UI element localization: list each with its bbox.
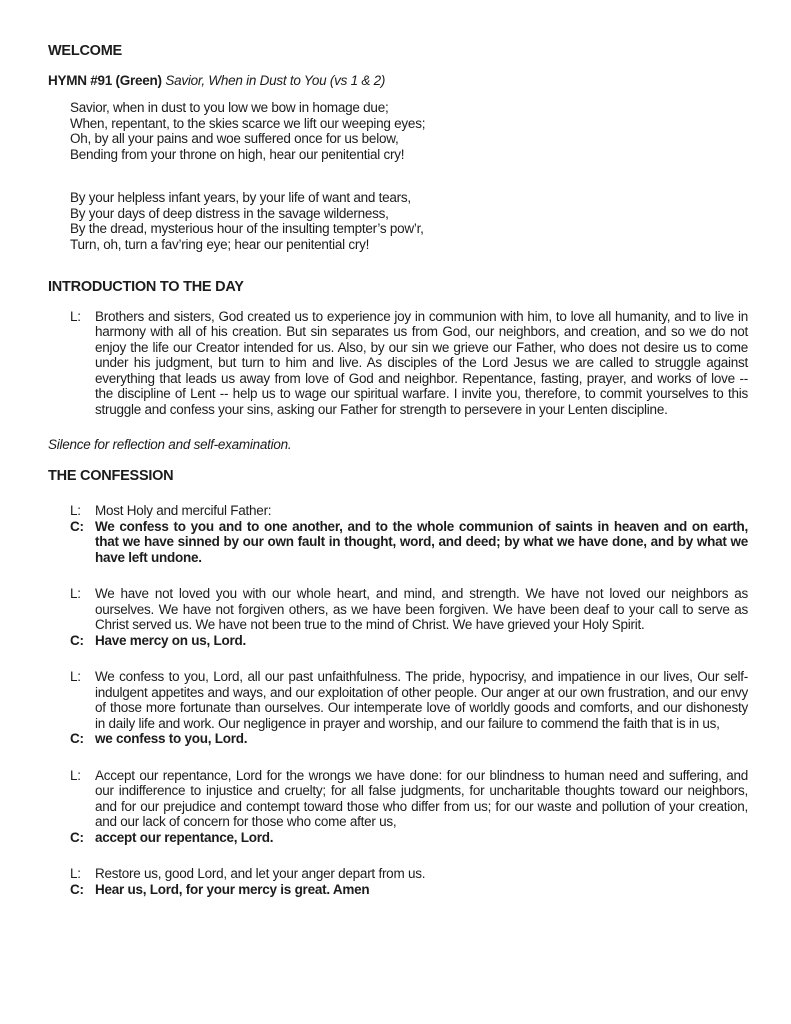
leader-text: Restore us, good Lord, and let your anger depart from us. [95,866,426,881]
verse-line: Savior, when in dust to you low we bow in homage due; [70,100,389,115]
hymn-verse-2 [70,190,748,252]
congregation-text: Have mercy on us, Lord. [95,632,247,648]
leader-label: L: [70,767,81,783]
hymn-title: Savior, When in Dust to You (vs 1 & 2) [165,72,386,88]
leader-label: L: [70,308,81,324]
congregation-line [70,830,748,846]
confession-exchange-3 [48,669,748,747]
leader-label: L: [70,503,81,518]
silence-rubric: Silence for reflection and self-examination. [48,437,292,452]
welcome-heading: WELCOME [48,43,122,59]
confession-exchange-2 [48,586,748,648]
congregation-text: we confess to you, Lord. [95,731,248,746]
leader-line [70,586,748,633]
confession-exchange-5 [48,866,748,897]
congregation-text: Hear us, Lord, for your mercy is great. Amen [95,881,370,897]
hymn-verse-1 [70,100,748,162]
leader-text: We confess to you, Lord, all our past unfaithfulness. The pride, hypocrisy, and impatience in our lives, Our self-indulgent appetites and ways, and our exploitation of other people. Our anger at our own frustration, and our envy of those more fortunate than ourselves. Our intemperate love of worldly goods and comforts, and our dishonesty in daily life and work. Our negligence in prayer and worship, and our failure to commend the faith that is in us, [95,669,748,731]
hymn-label: HYMN #91 (Green) [48,72,162,88]
introduction-leader-paragraph [70,309,748,418]
verse-line: By the dread, mysterious hour of the insulting tempter’s pow’r, [70,221,424,236]
congregation-line [70,633,748,649]
congregation-label: C: [70,518,84,534]
verse-line: Turn, oh, turn a fav’ring eye; hear our penitential cry! [70,236,370,252]
congregation-text: We confess to you and to one another, and to the whole communion of saints in heaven and on earth, that we have sinned by our own fault in thought, word, and deed; by what we have done, and by what we have left undone. [95,518,748,565]
leader-line [70,503,748,519]
congregation-label: C: [70,731,84,746]
leader-text: Brothers and sisters, God created us to experience joy in communion with him, to love all humanity, and to live in harmony with all of his creation. But sin separates us from God, our neighbors, and creation, and so we do not enjoy the life our Creator intended for us. Also, by our sin we grieve our Father, who does not desire us to come under his judgment, but turn to him and live. As disciples of the Lord Jesus we are called to struggle against everything that leads us away from love of God and neighbor. Repentance, fasting, prayer, and works of love -- the discipline of Lent -- help us to wage our spiritual warfare. I invite you, therefore, to commit yourselves to this struggle and confess your sins, asking our Father for strength to persevere in your Lenten discipline. [95,308,748,417]
verse-line: By your days of deep distress in the savage wilderness, [70,205,389,221]
confession-exchange-1 [48,503,748,565]
leader-line [70,768,748,830]
congregation-line [70,731,748,747]
confession-heading: THE CONFESSION [48,467,174,484]
congregation-line [70,882,748,898]
leader-text: Accept our repentance, Lord for the wrongs we have done: for our blindness to human need and suffering, and our indifference to injustice and cruelty; for all false judgments, for uncharitable thoughts toward our neighbors, and for our prejudice and contempt toward those who differ from us; for our waste and pollution of your creation, and our lack of concern for those who come after us, [95,767,748,829]
leader-text: We have not loved you with our whole heart, and mind, and strength. We have not loved our neighbors as ourselves. We have not forgiven others, as we have been forgiven. We have been deaf to your call to serve as Christ served us. We have not been true to the mind of Christ. We have grieved your Holy Spirit. [95,586,748,632]
verse-line: When, repentant, to the skies scarce we lift our weeping eyes; [70,115,426,131]
verse-line: By your helpless infant years, by your life of want and tears, [70,190,411,205]
congregation-text: accept our repentance, Lord. [95,829,274,845]
leader-line [70,669,748,731]
leader-text: Most Holy and merciful Father: [95,503,272,518]
congregation-label: C: [70,632,84,648]
leader-line [70,866,748,882]
congregation-line [70,519,748,566]
congregation-label: C: [70,829,84,845]
congregation-label: C: [70,881,84,897]
verse-line: Bending from your throne on high, hear our penitential cry! [70,146,405,162]
introduction-heading: INTRODUCTION TO THE DAY [48,279,244,295]
leader-label: L: [70,669,81,684]
leader-label: L: [70,866,81,881]
hymn-heading [48,73,748,89]
leader-label: L: [70,586,81,601]
verse-line: Oh, by all your pains and woe suffered once for us below, [70,131,399,146]
confession-exchange-4 [48,768,748,846]
